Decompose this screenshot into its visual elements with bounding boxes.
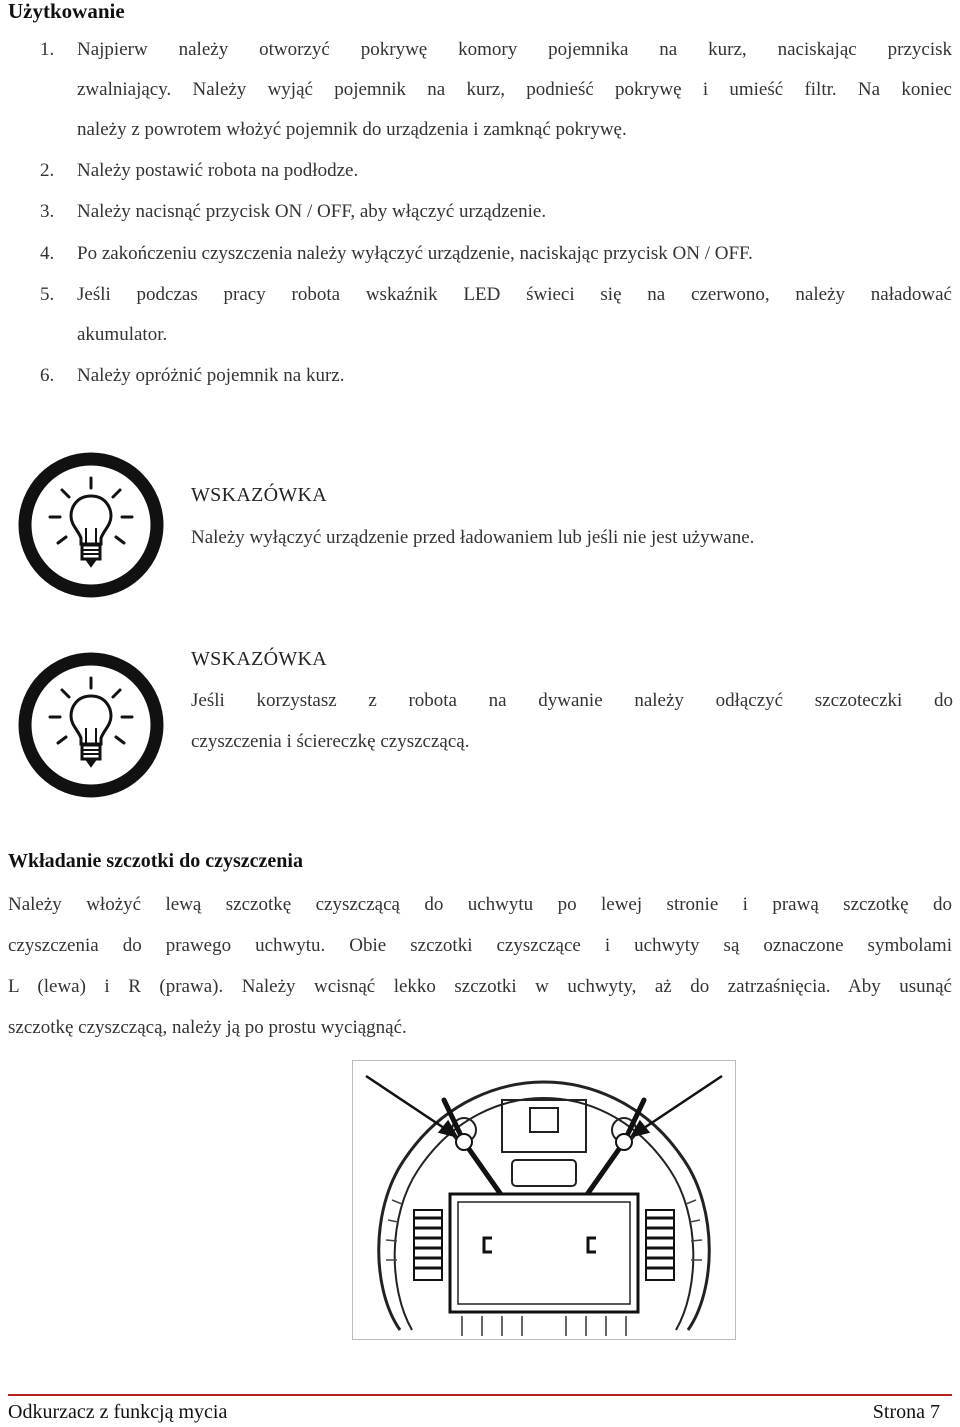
step-number: 6.	[40, 365, 55, 386]
step-text: Należy nacisnąć przycisk ON / OFF, aby włączyć urządzenie.	[77, 201, 547, 222]
footer-title: Odkurzacz z funkcją mycia	[8, 1401, 228, 1423]
tip-title: WSKAZÓWKA	[191, 484, 328, 506]
lightbulb-icon	[16, 650, 166, 800]
brushes-heading: Wkładanie szczotki do czyszczenia	[8, 850, 303, 872]
usage-heading: Użytkowanie	[8, 0, 125, 23]
brushes-text: czyszczenia do prawego uchwytu. Obie szczotki czyszczące i uchwyty są oznaczone symbolami	[8, 935, 952, 956]
step-number: 3.	[40, 201, 55, 222]
step-text: Po zakończeniu czyszczenia należy wyłączyć urządzenie, naciskając przycisk ON / OFF.	[77, 243, 753, 264]
step-4	[40, 234, 952, 274]
step-text: należy z powrotem włożyć pojemnik do urządzenia i zamknąć pokrywę.	[77, 119, 627, 140]
robot-underside-illustration	[352, 1060, 736, 1340]
tip-text: czyszczenia i ściereczkę czyszczącą.	[191, 731, 470, 752]
tip-text: Należy wyłączyć urządzenie przed ładowaniem lub jeśli nie jest używane.	[191, 527, 755, 548]
step-number: 1.	[40, 39, 55, 60]
step-text: Należy opróżnić pojemnik na kurz.	[77, 365, 345, 386]
lightbulb-icon	[16, 450, 166, 600]
step-number: 5.	[40, 284, 55, 305]
step-text: akumulator.	[77, 324, 168, 345]
page-number: Strona 7	[872, 1401, 940, 1423]
step-number: 2.	[40, 160, 55, 181]
step-5	[40, 275, 952, 345]
step-text: Najpierw należy otworzyć pokrywę komory pojemnika na kurz, naciskając przycisk	[77, 39, 952, 60]
brushes-text: Należy włożyć lewą szczotkę czyszczącą do uchwytu po lewej stronie i prawą szczotkę do	[8, 894, 952, 915]
step-text: Jeśli podczas pracy robota wskaźnik LED świeci się na czerwono, należy naładować	[77, 284, 952, 305]
step-2	[40, 151, 952, 191]
step-text: zwalniający. Należy wyjąć pojemnik na kurz, podnieść pokrywę i umieść filtr. Na koniec	[77, 79, 952, 100]
tip-title: WSKAZÓWKA	[191, 648, 328, 670]
step-text: Należy postawić robota na podłodze.	[77, 160, 359, 181]
footer-rule	[8, 1394, 952, 1396]
step-6	[40, 356, 952, 396]
brushes-text: szczotkę czyszczącą, należy ją po prostu wyciągnąć.	[8, 1017, 407, 1038]
step-1	[40, 30, 952, 140]
tip-text: Jeśli korzystasz z robota na dywanie należy odłączyć szczoteczki do	[191, 690, 953, 711]
step-3	[40, 192, 952, 232]
step-number: 4.	[40, 243, 55, 264]
brushes-text: L (lewa) i R (prawa). Należy wcisnąć lekko szczotki w uchwyty, aż do zatrzaśnięcia. Aby usunąć	[8, 976, 952, 997]
